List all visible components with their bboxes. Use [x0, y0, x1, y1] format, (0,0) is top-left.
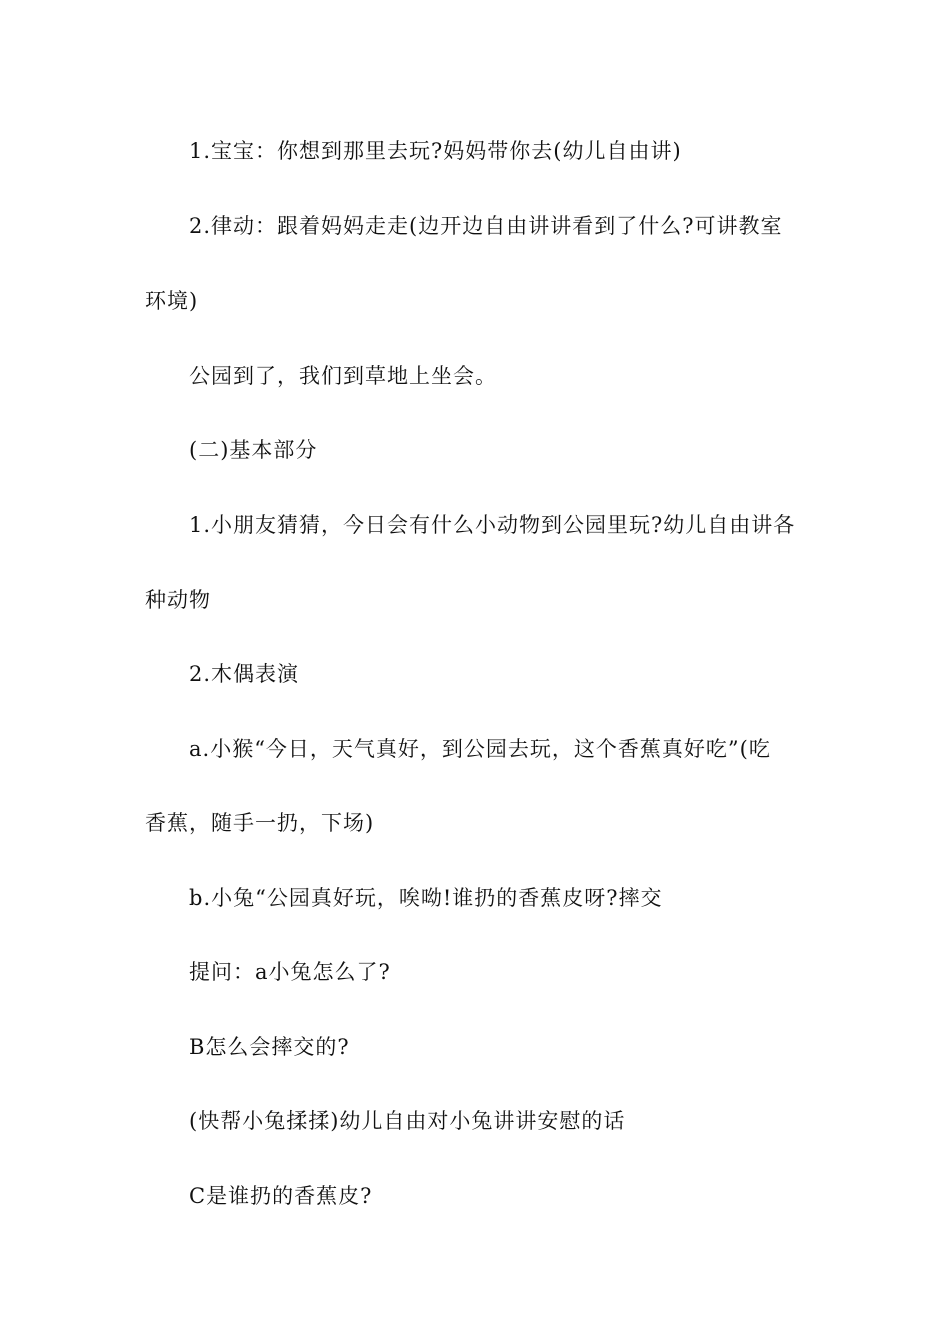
paragraph-line: (快帮小兔揉揉)幼儿自由对小兔讲讲安慰的话 [189, 1109, 626, 1133]
paragraph-line: a.小猴“今日，天气真好，到公园去玩，这个香蕉真好吃”(吃 [189, 737, 771, 761]
paragraph-line: 1.宝宝：你想到那里去玩?妈妈带你去(幼儿自由讲) [189, 139, 682, 163]
paragraph-line: 香蕉，随手一扔，下场) [145, 811, 375, 835]
section-heading: (二)基本部分 [189, 438, 318, 462]
paragraph-line: 环境) [145, 289, 199, 313]
paragraph-line: B怎么会摔交的? [189, 1035, 350, 1059]
paragraph-line: 1.小朋友猜猜，今日会有什么小动物到公园里玩?幼儿自由讲各 [189, 513, 796, 537]
paragraph-line: C是谁扔的香蕉皮? [189, 1184, 373, 1208]
paragraph-line: 2.律动：跟着妈妈走走(边开边自由讲讲看到了什么?可讲教室 [189, 214, 783, 238]
paragraph-line: b.小兔“公园真好玩，唉呦!谁扔的香蕉皮呀?摔交 [189, 886, 663, 910]
paragraph-line: 2.木偶表演 [189, 662, 300, 686]
paragraph-line: 提问：a小兔怎么了? [189, 960, 391, 984]
paragraph-line: 公园到了，我们到草地上坐会。 [189, 364, 497, 388]
paragraph-line: 种动物 [145, 588, 211, 612]
